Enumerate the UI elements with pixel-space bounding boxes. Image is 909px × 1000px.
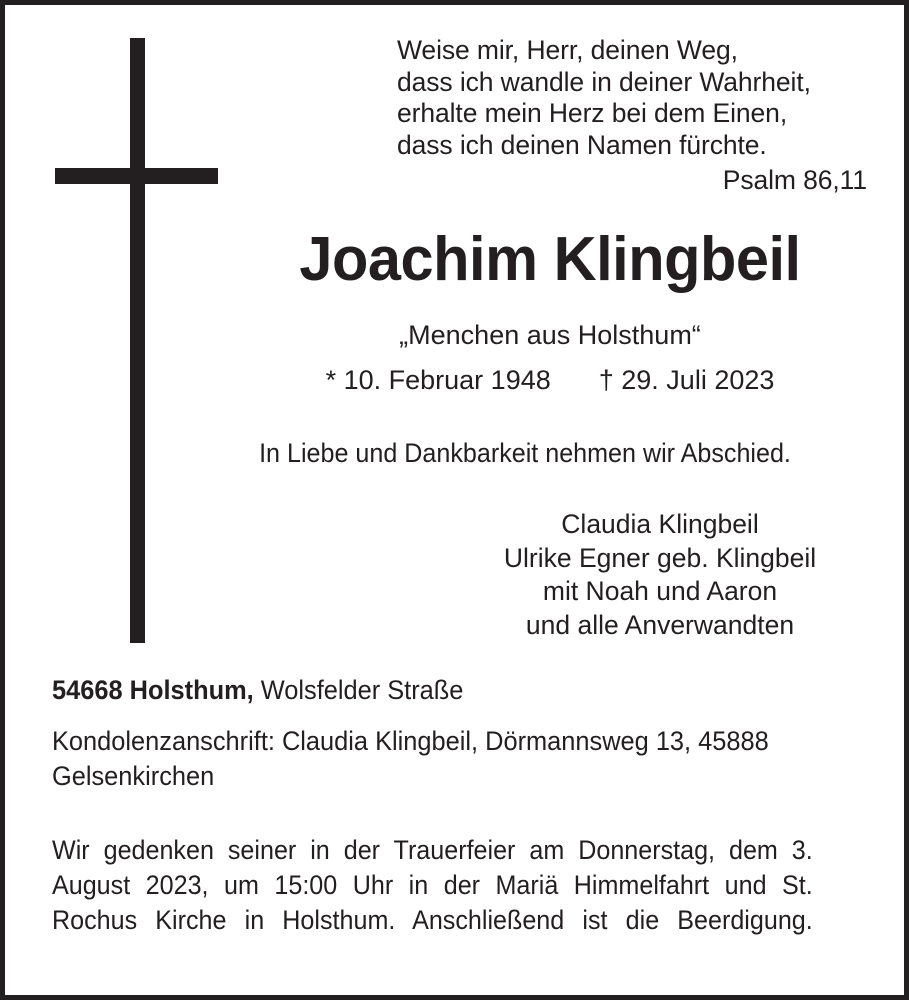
- mourner-line: mit Noah und Aaron: [542, 576, 778, 606]
- birth-date: * 10. Februar 1948: [325, 365, 551, 395]
- mourners-list: [420, 508, 900, 642]
- condolence-address: Kondolenzanschrift: Claudia Klingbeil, Dörmannsweg 13, 45888 Gelsenkirchen: [52, 726, 769, 791]
- verse-line-4: dass ich deinen Namen fürchte.: [397, 129, 767, 160]
- verse-line-2: dass ich wandle in deiner Wahrheit,: [397, 66, 811, 97]
- service-details: Wir gedenken seiner in der Trauerfeier am Donnerstag, dem 3. August 2023, um 15:00 Uhr in der Mariä Himmelfahrt und St. Rochus Kirche in Holsthum. Anschließend ist die Beerdigung.: [52, 835, 813, 935]
- verse-source: Psalm 86,11: [722, 165, 867, 195]
- deceased-dates: [205, 364, 895, 396]
- address-place-city: 54668 Holsthum,: [52, 675, 254, 705]
- death-date: † 29. Juli 2023: [598, 365, 775, 395]
- cross-vertical-bar: [130, 38, 145, 643]
- mourner-line: Ulrike Egner geb. Klingbeil: [503, 542, 817, 573]
- bible-verse: [397, 35, 867, 197]
- mourner-line: und alle Anverwandten: [525, 609, 795, 640]
- farewell-line: In Liebe und Dankbarkeit nehmen wir Abschied.: [259, 438, 791, 468]
- verse-line-3: erhalte mein Herz bei dem Einen,: [397, 98, 788, 128]
- address-place: [52, 673, 823, 708]
- mourner-line: Claudia Klingbeil: [561, 509, 759, 539]
- deceased-name: Joachim Klingbeil: [299, 225, 801, 294]
- deceased-nickname: „Menchen aus Holsthum“: [399, 320, 701, 350]
- address-block: [52, 673, 823, 794]
- verse-line-1: Weise mir, Herr, deinen Weg,: [397, 35, 738, 65]
- address-place-street: Wolsfelder Straße: [253, 675, 464, 705]
- cross-horizontal-bar: [55, 168, 218, 184]
